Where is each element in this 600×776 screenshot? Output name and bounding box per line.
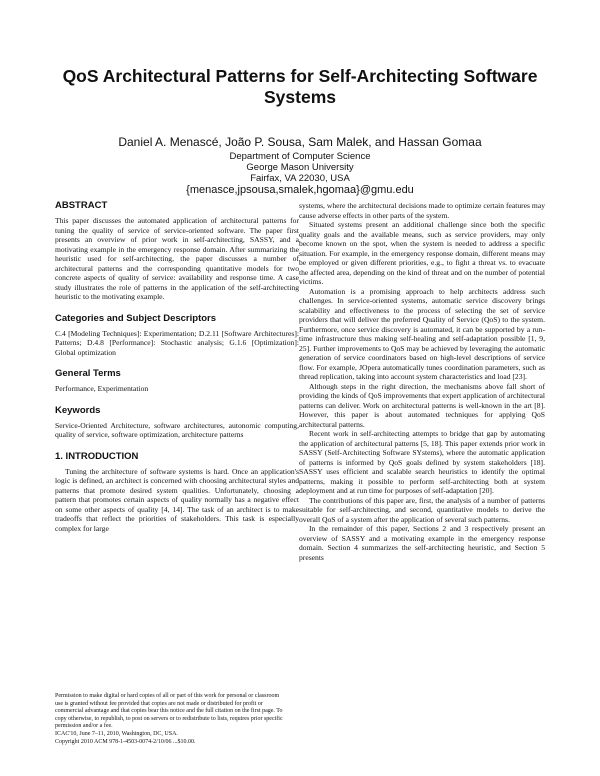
affiliation: [40, 151, 560, 197]
university: George Mason University: [246, 162, 354, 173]
keywords-heading: Keywords: [55, 404, 101, 416]
paper-title: QoS Architectural Patterns for Self-Architecting Software Systems: [62, 66, 538, 107]
author-list: Daniel A. Menascé, João P. Sousa, Sam Malek, and Hassan Gomaa: [118, 135, 482, 149]
address: Fairfax, VA 22030, USA: [250, 173, 350, 184]
categories-section: [55, 313, 299, 358]
department: Department of Computer Science: [229, 151, 371, 162]
general-terms-section: [55, 368, 299, 394]
right-column: [299, 201, 545, 562]
general-terms-text: Performance, Experimentation: [55, 384, 149, 393]
keywords-section: [55, 405, 299, 440]
categories-text: C.4 [Modeling Techniques]: Experimentation; D.2.11 [Software Architectures]: Patterns; D.4.8 [Performance]: Stochastic analysis; G.1.6 [Optimization]: Global optimization: [55, 328, 299, 357]
left-column: [55, 200, 299, 544]
abstract-heading: ABSTRACT: [55, 200, 108, 211]
general-terms-heading: General Terms: [55, 368, 121, 379]
introduction-section: [55, 451, 299, 534]
body-paragraph: In the remainder of this paper, Sections 2 and 3 respectively present an overview of SASSY and a motivating example in the emergency response domain. Section 4 summarizes the self-architecting heuristic, and Section 5 presents: [299, 524, 545, 562]
permission-footnote: [55, 693, 287, 746]
body-paragraph: Recent work in self-architecting attempts to bridge that gap by automating the application of architectural patterns [5, 18]. This paper extends prior work in SASSY (Self-Architecting Software SYstems), where the automatic application of patterns is informed by QoS goals defined by system stakeholders [18]. SASSY uses efficient and scalable search heuristics to identify the optimal patterns, making it possible to perform self-architecting both at system deployment and at run time for purposes of self-adaptation [20].: [299, 429, 545, 495]
email-address: {menasce,jpsousa,smalek,hgomaa}@gmu.edu: [186, 184, 414, 196]
body-paragraph: Automation is a promising approach to help architects address such challenges. In service-oriented systems, automatic service discovery brings scalability and effectiveness to the process of selecting the set of service providers that will deliver the preferred Quality of Service (QoS) to the system. Furthermore, once service discovery is automated, it can be supported by a run-time infrastructure thus making self-healing and self-adaptation possible [1, 9, 25]. Further improvements to QoS may be achieved by leveraging the automatic generation of service coordinators based on high-level descriptions of service flow. For example, JOpera automatically tunes coordination parameters, such as thread replication, taking into account system characteristics and load [23].: [299, 286, 545, 381]
body-paragraph: Situated systems present an additional challenge since both the specific quality goals and the available means, such as service providers, may only become known on the spot, when the system is needed to address a specific situation. For example, in the emergency response domain, different means may be employed or given different priorities, e.g., to fight a threat vs. to evacuate the affected area, depending on the kind of threat and on the number of potential victims.: [299, 220, 545, 286]
introduction-heading: 1. INTRODUCTION: [55, 450, 139, 462]
copyright-line: Copyright 2010 ACM 978-1-4503-0074-2/10/06 ...$10.00.: [55, 738, 196, 745]
introduction-text: Tuning the architecture of software systems is hard. Once an application's logic is defined, an architect is concerned with choosing architectural styles and patterns that promote desired system qualities. Unfortunately, choosing a pattern that promotes certain aspects of quality normally has a negative effect on some other aspects of quality [4, 14]. The task of an architect is to make tradeoffs that reflect the priorities of stakeholders. This task is especially complex for large: [55, 466, 299, 533]
abstract-section: [55, 200, 299, 302]
body-paragraph: The contributions of this paper are, first, the analysis of a number of patterns suitable for self-architecting, and second, quantitative models to derive the overall QoS of a system after the application of several such patterns.: [299, 495, 545, 524]
keywords-text: Service-Oriented Architecture, software architectures, autonomic computing, quality of service, software optimization, architecture patterns: [55, 420, 299, 439]
body-paragraph: systems, where the architectural decisions made to optimize certain features may cause adverse effects in other parts of the system.: [299, 201, 545, 220]
body-paragraph: Although steps in the right direction, the mechanisms above fall short of providing the kinds of QoS improvements that expert application of architectural patterns can deliver. Work on architectural patterns is well-known in the art [8]. However, this paper is about automated techniques for applying QoS architectural patterns.: [299, 381, 545, 429]
categories-heading: Categories and Subject Descriptors: [55, 312, 217, 324]
permission-text: Permission to make digital or hard copies of all or part of this work for personal or classroom use is granted without fee provided that copies are not made or distributed for profit or commercial advantage and that copies bear this notice and the full citation on the first page. To copy otherwise, to republish, to post on servers or to redistribute to lists, requires prior specific permission and/or a fee.: [55, 693, 283, 730]
conference-line: ICAC'10, June 7–11, 2010, Washington, DC, USA.: [55, 730, 178, 737]
abstract-text: This paper discusses the automated application of architectural patterns for tuning the quality of service of service-oriented software. The paper first presents an overview of prior work in self-architecting, SASSY, and a motivating example in the emergency response domain. After summarizing the heuristic used for self-architecting, the paper discusses a number of architectural patterns and the corresponding quantitative models for two concrete aspects of quality of service: availability and response time. A case study illustrates the role of patterns in the application of the self-architecting heuristic to the motivating example.: [55, 216, 299, 301]
